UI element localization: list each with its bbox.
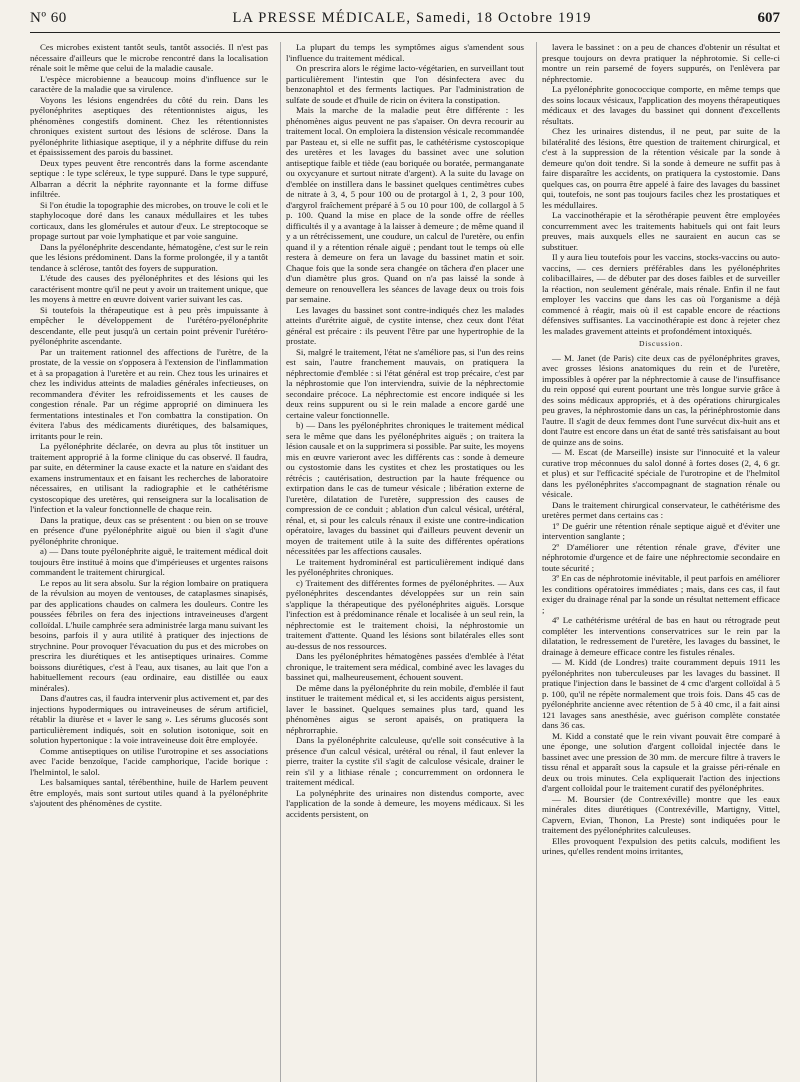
paragraph: Dans la pratique, deux cas se présentent : ou bien on se trouve en présence d'une pyélonéphrite aiguë ou bien il s'agit d'une pyélonéphrite chronique. (30, 514, 268, 546)
paragraph: Par un traitement rationnel des affections de l'urètre, de la prostate, de la vessie on s'opposera à l'extension de l'inflammation et à sa propagation à l'uretère et au rein. Chez tous les urinaires et chez les individus atteints de maladies générales infectieuses, on recommandera d'éviter les refroidissements et les causes de congestion rénale. Par un régime approprié on diminuera les fermentations intestinales et l'on combattra la constipation. On évitera l'abus des médicaments diurétiques, des balsamiques, irritants pour le rein. (30, 346, 268, 441)
paragraph: Le traitement hydrominéral est particulièrement indiqué dans les pyélonéphrites chroniques. (286, 556, 524, 577)
paragraph: — M. Escat (de Marseille) insiste sur l'innocuité et la valeur curative trop méconnues du salol donné à fortes doses (2, 4, 6 gr. et plus) et sur l'efficacité spéciale de l'urotropine et de l'helmitol dans les pyélonéphrites s'accompagnant de stagnation rénale ou vésicale. (542, 447, 780, 499)
paragraph: c) Traitement des différentes formes de pyélonéphrites. — Aux pyélonéphrites descendantes développées sur un rein sain s'applique la thérapeutique des pyélonéphrites aiguës. Lorsque l'infection est à prédominance rénale et localisée à un seul rein, la néphrectomie est le traitement choisi, la néphrostomie un traitement d'attente. Quand les lésions sont bilatérales elles sont au-dessus de nos ressources. (286, 577, 524, 651)
column-middle (280, 42, 524, 1082)
paragraph: Si toutefois la thérapeutique est à peu près impuissante à empêcher le développement de l'urétéro-pyélonéphrite descendante, elle peut jusqu'à un certain point prévenir l'urétéro-pyélonéphrite ascendante. (30, 304, 268, 346)
paragraph: Dans la pyélonéphrite calculeuse, qu'elle soit consécutive à la présence d'un calcul vésical, urétéral ou rénal, il faut enlever la pierre, traiter la cystite s'il s'agit de calculose vésicale, drainer le rein s'il y a lithiase rénale ; concurremment on ordonnera le traitement médical. (286, 735, 524, 787)
paragraph: Dans d'autres cas, il faudra intervenir plus activement et, par des injections hypodermiques ou intraveineuses de sérum artificiel, rétablir la diurèse et « laver le sang ». Les sérums glucosés sont particulièrement indiqués, soit en solution isotonique, soit en solution hypertonique : la voie intraveineuse doit être employée. (30, 693, 268, 745)
paragraph: — M. Boursier (de Contrexéville) montre que les eaux minérales dites diurétiques (Contrexéville, Martigny, Vittel, Capvern, Evian, Thonon, La Preste) sont indiquées pour le traitement des pyélonéphrites calculeuses. (542, 793, 780, 835)
column-left (30, 42, 268, 1082)
paragraph: Il y aura lieu toutefois pour les vaccins, stocks-vaccins ou auto-vaccins, — ces derniers préférables dans les pyélonéphrites colibacillaires, — de débuter par des doses faibles et de surveiller la réaction, non seulement générale, mais rénale. Enfin il ne faut employer les vaccins que dans les cas où l'organisme a déjà commencé à réagir, mais où il est capable encore de réactions défensives suffisantes. La vaccinothérapie est donc à rejeter chez les malades gravement atteints et profondément intoxiqués. (542, 252, 780, 336)
paragraph: L'étude des causes des pyélonéphrites et des lésions qui les caractérisent montre qu'il ne peut y avoir un traitement unique, que les moyens à mettre en œuvre doivent varier suivant les cas. (30, 273, 268, 304)
paragraph: Ces microbes existent tantôt seuls, tantôt associés. Il n'est pas nécessaire d'ailleurs que le microbe rencontré dans la localisation rénale soit le même que celui de la maladie causale. (30, 42, 268, 73)
paragraph: Comme antiseptiques on utilise l'urotropine et ses associations avec l'acide benzoïque, l'acide camphorique, l'acide borique : l'helmintol, le salol. (30, 745, 268, 777)
paragraph: lavera le bassinet : on a peu de chances d'obtenir un résultat et presque toujours on devra pratiquer la néphrotomie. Si celle-ci montre un rein parsemé de foyers suppurés, on l'enlèvera par néphrectomie. (542, 42, 780, 84)
paragraph: La pyélonéphrite déclarée, on devra au plus tôt instituer un traitement approprié à la forme clinique du cas observé. Il faudra, par suite, en déterminer la cause exacte et la nature en s'aidant des examens instrumentaux et en faisant les recherches de laboratoire nécessaires, en utilisant la radiographie et le cathétérisme cystoscopique des uretères, qui renseignera sur la localisation de l'infection et la valeur fonctionnelle de chaque rein. (30, 441, 268, 514)
page-number: 607 (757, 10, 780, 26)
paragraph: Dans les pyélonéphrites hématogènes passées d'emblée à l'état chronique, le traitement sera médical, combiné avec les lavages du bassinet qui, malheureusement, échouent souvent. (286, 651, 524, 682)
paragraph: La polynéphrite des urinaires non distendus comporte, avec l'application de la sonde à demeure, les moyens médicaux. Si les accidents persistent, on (286, 787, 524, 819)
paragraph: Les lavages du bassinet sont contre-indiqués chez les malades atteints d'urétrite aiguë, de cystite intense, chez ceux dont l'état général est précaire : ils peuvent l'être par une hypertrophie de la prostate. (286, 304, 524, 346)
paragraph: b) — Dans les pyélonéphrites chroniques le traitement médical sera le même que dans les pyélonéphrites aiguës ; on traitera la lésion causale et on la supprimera si possible. Par suite, les moyens mis en œuvre varieront avec les différents cas : sonde à demeure ou cystostomie dans les cystites et chez les prostatiques ou les rétrécis ; cautérisation, destruction par la haute fréquence ou extirpation dans le cas de tumeur vésicale ; libération externe de l'uretère, dilatation de l'uretère, suppression des causes de compression de ce conduit ; ablation d'un calcul vésical, urétéral, rénal, et, si pour les calculs rénaux il existe une contre-indication opératoire, lavages du bassinet qui d'ailleurs peuvent devenir un moyen de traitement utile à la suite des différentes opérations nécessitées par les affections causales. (286, 420, 524, 556)
paragraph: Si, malgré le traitement, l'état ne s'améliore pas, si l'un des reins est sain, l'autre franchement mauvais, on pratiquera la néphrectomie d'emblée : si l'état général est trop précaire, c'est par la néphrostomie que l'on interviendra, suivie de la néphrectomie secondaire précoce. La néphrectomie est encore indiquée si les deux reins suppurent ou si le rein malade a encore gardé une certaine valeur fonctionnelle. (286, 346, 524, 420)
paragraph: a) — Dans toute pyélonéphrite aiguë, le traitement médical doit toujours être institué à moins que d'impérieuses et urgentes raisons commandent le traitement chirurgical. (30, 546, 268, 577)
section-heading: Discussion. (638, 339, 684, 348)
paragraph: 1º De guérir une rétention rénale septique aiguë et d'éviter une intervention sanglante ; (542, 520, 780, 541)
paragraph: De même dans la pyélonéphrite du rein mobile, d'emblée il faut instituer le traitement médical et, si les accidents aigus persistent, laver le bassinet. Quelques semaines plus tard, quand les phénomènes aigus se seront apaisés, on pratiquera la néphrorraphie. (286, 682, 524, 735)
paragraph: Dans le traitement chirurgical conservateur, le cathétérisme des uretères permet dans certains cas : (542, 499, 780, 520)
paragraph: La pyélonéphrite gonococcique comporte, en même temps que des soins locaux vésicaux, l'application des moyens thérapeutiques médicaux et des lavages du bassinet qui donnent d'excellents résultats. (542, 84, 780, 126)
paragraph: Dans la pyélonéphrite descendante, hématogène, c'est sur le rein que les lésions prédominent. Dans la forme prolongée, il y a tantôt tendance à sclérose, tantôt des foyers de suppuration. (30, 241, 268, 273)
paragraph: Mais la marche de la maladie peut être différente : les phénomènes aigus peuvent ne pas s'apaiser. On devra recourir au traitement local. On emploiera la distension vésicale recommandée par Pasteau et, si elle ne suffit pas, le cathétérisme cystoscopique des uretères et les lavages du bassinet avec une solution antiseptique faible et tiède (eau boriquée ou boratée, permanganate ou oxycyanure et surtout nitrate d'argent). A la suite du lavage on d'emblée on instillera dans le bassinet quelques centimètres cubes de nitrate à 3, 4, 5 pour 100 ou de protargol à 1, 2, 3 pour 100, d'argyrol fraîchement préparé à 5 ou 10 pour 100, de collargol à 5 p. 100. Quand la mise en place de la sonde offre de réelles difficultés il y a avantage à la laisser à demeure ; de même quand il y a un rétrécissement, une coudure, un calcul de l'uretère, ou enfin quand il y a rétention rénale aiguë ; pendant tout le temps où elle restera à demeure on fera un lavage du bassinet matin et soir. Chaque fois que la sonde sera changée on tâchera d'en placer une d'un diamètre plus gros. Quand on n'a pas laissé la sonde à demeure on renouvellera les séances de lavage deux ou trois fois par semaine. (286, 105, 524, 304)
page-header (30, 10, 780, 33)
paragraph: 3º En cas de néphrotomie inévitable, il peut parfois en améliorer les conditions opératoires immédiates ; mais, dans ces cas, il faut exiger du drainage rénal par la sonde un résultat nettement efficace ; (542, 573, 780, 615)
paragraph: La plupart du temps les symptômes aigus s'amendent sous l'influence du traitement médical. (286, 42, 524, 63)
masthead-title: LA PRESSE MÉDICALE, Samedi, 18 Octobre 1919 (232, 10, 592, 26)
paragraph: Si l'on étudie la topographie des microbes, on trouve le coli et le staphylocoque doré dans les canaux médullaires et les tubes corticaux, dans les glomérules et autour d'eux. Le streptocoque se propage surtout par voie lymphatique et par voie sanguine. (30, 199, 268, 241)
paragraph: 4º Le cathétérisme urétéral de bas en haut ou rétrograde peut compléter les interventions conservatrices sur le rein par la dilatation, le redressement de l'uretère, les lavages du bassinet, le drainage à demeure efficace contre les fistules rénales. (542, 615, 780, 657)
paragraph: 2º D'améliorer une rétention rénale grave, d'éviter une néphrotomie d'urgence et de faire une néphrectomie secondaire en toute sécurité ; (542, 541, 780, 573)
paragraph: Voyons les lésions engendrées du côté du rein. Dans les pyélonéphrites aseptiques des rétentionnistes aigus, les phénomènes congestifs dominent. Chez les rétentionnistes chroniques existent surtout des lésions de sclérose. Dans la pyélonéphrite lithiasique aseptique, il y a néphrite diffuse du rein et épaississement des parois du bassinet. (30, 94, 268, 157)
paragraph: L'espèce microbienne a beaucoup moins d'influence sur le caractère de la maladie que sa virulence. (30, 73, 268, 94)
text-columns (30, 42, 780, 1082)
paragraph: Elles provoquent l'expulsion des petits calculs, modifient les urines, qu'elles rendent moins irritantes, (542, 835, 780, 856)
paragraph: M. Kidd a constaté que le rein vivant pouvait être comparé à une éponge, une solution d'argent colloïdal injectée dans le bassinet avec une pression de 30 mm. de mercure filtre à travers le tissu rénal et apparaît sous la capsule et la graisse péri-rénale en deux ou trois minutes. Cela expliquerait l'action des injections d'argent colloïdal pour le traitement curatif des pyélonéphrites. (542, 730, 780, 793)
paragraph: Les balsamiques santal, térébenthine, huile de Harlem peuvent être employés, mais sont surtout utiles quand à la pyélonéphrite s'ajoutent des phénomènes de cystite. (30, 777, 268, 808)
paragraph: — M. Kidd (de Londres) traite couramment depuis 1911 les pyélonéphrites non tuberculeuses par les lavages du bassinet. Il pratique l'injection dans le bassinet de 4 cmc d'argent colloïdal à 5 p. 100, qu'il ne répète normalement que trois fois. Dans 45 cas de pyélonéphrite ancienne avec rétention de 5 à 40 cmc, il a fait ainsi 121 lavages sans anesthésie, avec guérison complète constatée dans 36 cas. (542, 657, 780, 730)
paragraph: Deux types peuvent être rencontrés dans la forme ascendante septique : le type scléreux, le type suppuré. Dans le type suppuré, Albarran a décrit la néphrite rayonnante et la forme diffuse infiltrée. (30, 157, 268, 199)
paragraph: On prescrira alors le régime lacto-végétarien, en surveillant tout particulièrement l'intestin que l'on désinfectera avec du benzonaphtol et des ferments lactiques. Par l'administration de sulfate de soude et d'huile de ricin on évitera la constipation. (286, 63, 524, 105)
paragraph: Le repos au lit sera absolu. Sur la région lombaire on pratiquera de la révulsion au moyen de ventouses, de cataplasmes sinapisés, par des applications chaudes on calmera les douleurs. Contre les poussées fébriles on fera des injections intraveineuses d'argent colloïdal. L'huile camphrée sera administrée larga manu suivant les besoins, parfois il y aura utilité à pratiquer des injections de strychnine. Pour provoquer l'évacuation du pus et des microbes on prescrira les diurétiques et les antiseptiques urinaires. Comme boissons diurétiques, c'est à l'eau, aux tisanes, au lait que l'on a habituellement recours (eau ordinaire, eau distillée ou eaux minérales). (30, 577, 268, 693)
paragraph: — M. Janet (de Paris) cite deux cas de pyélonéphrites graves, avec grosses lésions anatomiques du rein et de l'uretère, impossibles à opérer par la néphrectomie à cause de l'insuffisance du rein opposé qui eurent pourtant une très longue survie grâce à des soins médicaux appropriés, et à des opérations chirurgicales peu graves, la néphrostomie dans un cas, la périnéphrostomie dans l'autre. Il s'agit de deux femmes dont l'une survécut dix-huit ans et dont l'autre est encore dans un état de santé très satisfaisant au bout de quinze ans de soins. (542, 352, 780, 447)
paragraph: Chez les urinaires distendus, il ne peut, par suite de la bilatéralité des lésions, être question de traitement chirurgical, et c'est à la suppression de la rétention vésicale par la sonde à demeure qu'on doit tendre. Si la sonde à demeure ne suffit pas à faire disparaître les accidents, on pratiquera la cystostomie. Dans quelques cas, on pourra être appelé à faire des lavages du bassinet qui, toutefois, ne sont pas toujours faciles chez les prostatiques et les médullaires. (542, 126, 780, 210)
column-right (536, 42, 780, 1082)
paragraph: La vaccinothérapie et la sérothérapie peuvent être employées concurremment avec les traitements habituels qui ont fait leurs preuves, mais auxquels elles ne sauraient en aucun cas se substituer. (542, 210, 780, 252)
issue-number: Nº 60 (30, 10, 67, 26)
